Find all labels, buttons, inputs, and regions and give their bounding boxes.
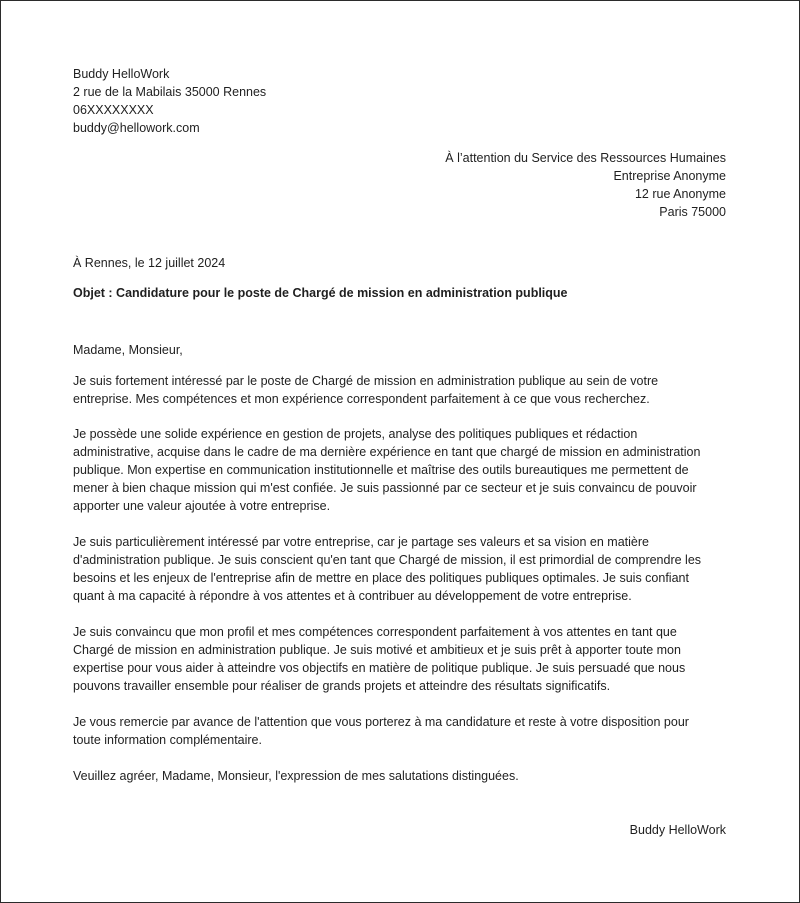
paragraph-line: administrative, acquise dans le cadre de ma dernière expérience en tant que chargé de mission en administration: [73, 445, 701, 459]
paragraph-line: quant à ma capacité à répondre à vos attentes et à contribuer au développement de votre entreprise.: [73, 589, 632, 603]
paragraph-line: expertise pour vous aider à atteindre vos objectifs en matière de politique publique. Je suis persuadé que nous: [73, 661, 686, 675]
paragraph-4: [73, 623, 728, 695]
letter-subject: [73, 284, 728, 302]
paragraph-line: publique. Mon expertise en communication institutionnelle et maîtrise des outils bureautiques me permettent de: [73, 463, 689, 477]
date-text: À Rennes, le 12 juillet 2024: [73, 256, 226, 270]
paragraph-line: Je possède une solide expérience en gestion de projets, analyse des politiques publiques et rédaction: [73, 427, 638, 441]
letter-signature: [71, 821, 726, 839]
signature-text: Buddy HelloWork: [629, 823, 726, 837]
closing-text: Veuillez agréer, Madame, Monsieur, l'expression de mes salutations distinguées.: [73, 769, 519, 783]
letter-date: [73, 254, 728, 272]
paragraph-line: besoins et les enjeux de l'entreprise afin de mettre en place des politiques publiques optimales. Je suis confiant: [73, 571, 689, 585]
paragraph-line: entreprise. Mes compétences et mon expérience correspondent parfaitement à ce que vous recherchez.: [73, 392, 650, 406]
letter-salutation: [73, 341, 728, 359]
paragraph-5: [73, 713, 728, 749]
paragraph-line: Je vous remercie par avance de l'attention que vous porterez à ma candidature et reste à votre disposition pour: [73, 715, 689, 729]
paragraph-line: Je suis fortement intéressé par le poste de Chargé de mission en administration publique au sein de votre: [73, 374, 659, 388]
paragraph-line: apporter une valeur ajoutée à votre entreprise.: [73, 499, 331, 513]
recipient-company: Entreprise Anonyme: [613, 169, 726, 183]
recipient-street: 12 rue Anonyme: [634, 187, 726, 201]
recipient-city: Paris 75000: [659, 205, 726, 219]
paragraph-line: pouvons travailler ensemble pour réaliser de grands projets et atteindre des résultats significatifs.: [73, 679, 611, 693]
recipient-block: [71, 149, 726, 221]
sender-address: 2 rue de la Mabilais 35000 Rennes: [73, 85, 267, 99]
paragraph-3: [73, 533, 728, 605]
paragraph-line: d'administration publique. Je suis conscient qu'en tant que Chargé de mission, il est primordial de comprendre les: [73, 553, 702, 567]
sender-name: Buddy HelloWork: [73, 67, 170, 81]
paragraph-line: Je suis particulièrement intéressé par votre entreprise, car je partage ses valeurs et sa vision en matière: [73, 535, 649, 549]
paragraph-line: mener à bien chaque mission qui m'est confiée. Je suis passionné par ce secteur et je suis convaincu de pouvoir: [73, 481, 697, 495]
salutation-text: Madame, Monsieur,: [73, 343, 183, 357]
paragraph-line: Je suis convaincu que mon profil et mes compétences correspondent parfaitement à vos attentes en tant que: [73, 625, 677, 639]
letter-closing: [73, 767, 728, 785]
sender-email: buddy@hellowork.com: [73, 121, 200, 135]
paragraph-2: [73, 425, 728, 515]
recipient-attention: À l’attention du Service des Ressources Humaines: [445, 151, 726, 165]
sender-phone: 06XXXXXXXX: [73, 103, 154, 117]
subject-text: Objet : Candidature pour le poste de Chargé de mission en administration publique: [73, 286, 568, 300]
paragraph-line: toute information complémentaire.: [73, 733, 262, 747]
sender-block: [73, 65, 728, 137]
paragraph-1: [73, 372, 728, 408]
paragraph-line: Chargé de mission en administration publique. Je suis motivé et ambitieux et je suis prêt à apporter toute mon: [73, 643, 681, 657]
